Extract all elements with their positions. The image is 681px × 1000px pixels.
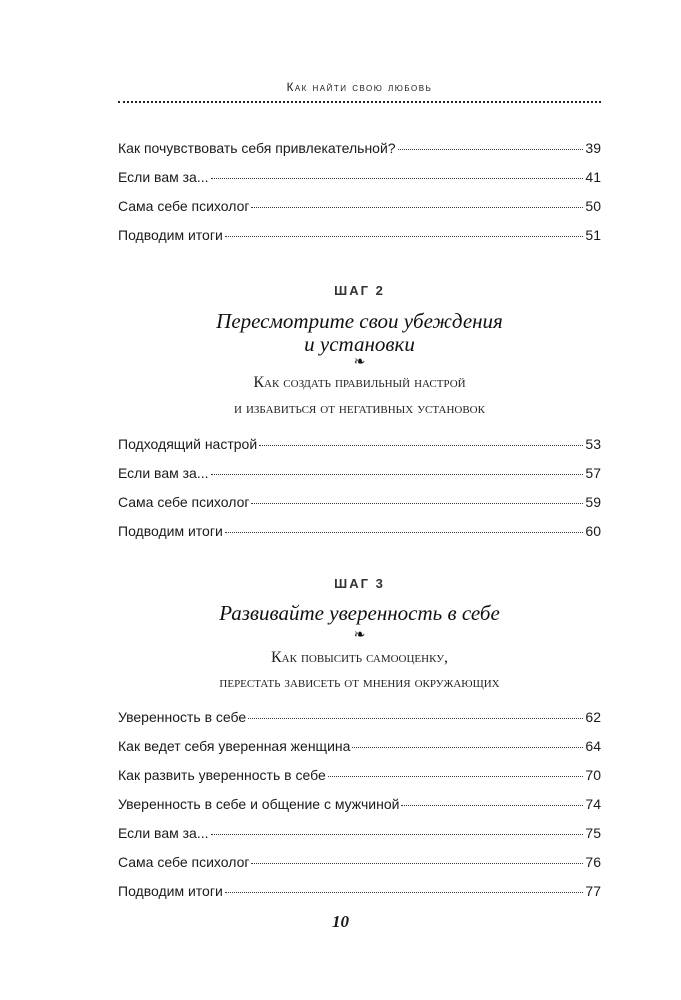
toc-list-top [118, 140, 601, 256]
dot-leader [401, 805, 583, 806]
toc-entry[interactable] [118, 854, 601, 883]
dot-leader [251, 503, 583, 504]
toc-list-step-2 [118, 436, 601, 552]
step-3-label: ШАГ 3 [334, 576, 385, 591]
dot-leader [225, 532, 584, 533]
dot-leader [225, 236, 584, 237]
toc-entry-page: 70 [585, 767, 601, 783]
toc-entry-title: Если вам за... [118, 465, 209, 481]
toc-entry[interactable] [118, 140, 601, 169]
page-number: 10 [332, 912, 349, 931]
header-dotted-rule [118, 101, 601, 103]
toc-entry-page: 59 [585, 494, 601, 510]
toc-entry[interactable] [118, 796, 601, 825]
toc-entry-page: 60 [585, 523, 601, 539]
dot-leader [225, 892, 584, 893]
toc-entry[interactable] [118, 169, 601, 198]
fleuron-icon: ❧ [353, 627, 366, 643]
toc-entry[interactable] [118, 465, 601, 494]
step-2-label: ШАГ 2 [334, 283, 385, 298]
toc-entry-page: 74 [585, 796, 601, 812]
toc-entry-page: 62 [585, 709, 601, 725]
running-head: Как найти свою любовь [286, 82, 433, 94]
dot-leader [328, 776, 584, 777]
toc-entry[interactable] [118, 738, 601, 767]
toc-entry[interactable] [118, 709, 601, 738]
step-3-subtitle-line2: перестать зависеть от мнения окружающих [219, 674, 500, 691]
step-2-title-line2: и установки [304, 332, 415, 356]
toc-entry[interactable] [118, 494, 601, 523]
toc-entry-title: Подходящий настрой [118, 436, 258, 452]
toc-entry-page: 41 [585, 169, 601, 185]
toc-entry-title: Уверенность в себе и общение с мужчиной [118, 796, 400, 812]
toc-entry-page: 77 [585, 883, 601, 899]
toc-entry-page: 64 [585, 738, 601, 754]
toc-entry-page: 51 [585, 227, 601, 243]
toc-entry-page: 50 [585, 198, 601, 214]
toc-entry-page: 39 [585, 140, 601, 156]
toc-entry[interactable] [118, 883, 601, 912]
toc-entry[interactable] [118, 767, 601, 796]
toc-entry[interactable] [118, 825, 601, 854]
dot-leader [211, 178, 584, 179]
step-3-subtitle-line1: Как повысить самооценку, [271, 649, 448, 666]
toc-entry-page: 53 [585, 436, 601, 452]
dot-leader [398, 149, 584, 150]
toc-entry-page: 76 [585, 854, 601, 870]
dot-leader [211, 474, 584, 475]
toc-entry-title: Как ведет себя уверенная женщина [118, 738, 351, 754]
fleuron-icon: ❧ [353, 354, 366, 370]
step-3-title-line1: Развивайте уверенность в себе [219, 601, 500, 625]
toc-entry-title: Как почувствовать себя привлекательной? [118, 140, 396, 156]
toc-entry-title: Подводим итоги [118, 523, 223, 539]
toc-entry-title: Подводим итоги [118, 883, 223, 899]
step-2-title-line1: Пересмотрите свои убеждения [216, 309, 503, 333]
toc-entry-title: Уверенность в себе [118, 709, 247, 725]
toc-entry-page: 57 [585, 465, 601, 481]
dot-leader [259, 445, 583, 446]
toc-entry-title: Сама себе психолог [118, 494, 250, 510]
dot-leader [248, 718, 583, 719]
toc-list-step-3 [118, 709, 601, 912]
toc-entry[interactable] [118, 198, 601, 227]
toc-entry[interactable] [118, 227, 601, 256]
toc-entry[interactable] [118, 523, 601, 552]
toc-entry[interactable] [118, 436, 601, 465]
toc-entry-title: Подводим итоги [118, 227, 223, 243]
toc-entry-title: Как развить уверенность в себе [118, 767, 326, 783]
step-2-subtitle-line1: Как создать правильный настрой [253, 374, 466, 391]
toc-entry-title: Сама себе психолог [118, 854, 250, 870]
toc-entry-title: Сама себе психолог [118, 198, 250, 214]
dot-leader [352, 747, 583, 748]
toc-entry-page: 75 [585, 825, 601, 841]
dot-leader [251, 207, 583, 208]
dot-leader [251, 863, 583, 864]
dot-leader [211, 834, 584, 835]
step-2-subtitle-line2: и избавиться от негативных установок [234, 400, 485, 417]
toc-entry-title: Если вам за... [118, 169, 209, 185]
toc-entry-title: Если вам за... [118, 825, 209, 841]
